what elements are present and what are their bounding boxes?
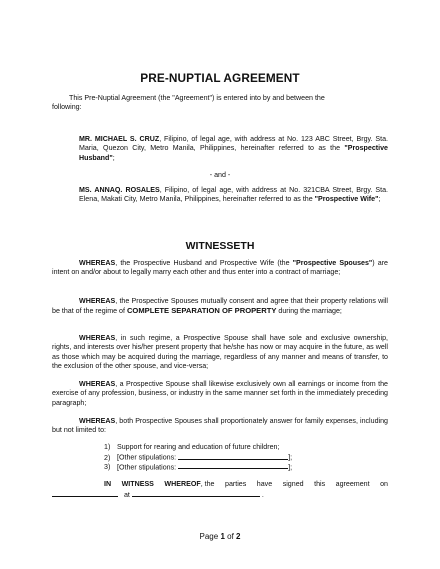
expenses-list: [104, 443, 344, 471]
clause-1-text-a: , the Prospective Husband and Prospective Wife (the: [115, 259, 293, 267]
list-item-number: 1): [104, 443, 111, 451]
page-word: Page: [199, 532, 219, 541]
the-word: , the: [200, 480, 215, 488]
intro-line-1: This Pre-Nuptial Agreement (the "Agreement") is entered into by and between the: [69, 94, 325, 102]
this-word: this: [314, 480, 326, 488]
place-blank-line[interactable]: [132, 489, 260, 497]
period: .: [261, 490, 264, 499]
of-word: of: [227, 532, 234, 541]
intro-paragraph: [52, 94, 388, 113]
stipulation-blank-line[interactable]: [178, 452, 288, 460]
page-number-footer: [0, 532, 440, 541]
clause-2-text-a: , the Prospective Spouses mutually consent and agree that their property relations will be that of the regime of: [52, 297, 388, 316]
whereas-word: WHEREAS: [79, 297, 116, 305]
list-item: [104, 443, 344, 452]
wife-paragraph: [79, 186, 388, 205]
husband-details: , Filipino, of legal age, with address at No. 123 ABC Street, Brgy. Sta. Maria, Quezon City, Metro Manila, Philippines, hereinafter referred to as the: [79, 135, 388, 153]
list-item-text: Support for rearing and education of future children;: [116, 443, 280, 451]
whereas-word: WHEREAS: [79, 417, 116, 425]
whereas-clause-1: [52, 259, 388, 278]
husband-end: ;: [112, 153, 115, 162]
clause-1-term: "Prospective Spouses": [292, 259, 373, 267]
on-word: on: [380, 480, 388, 488]
agreement-word: agreement: [335, 480, 370, 488]
list-item-end: ];: [288, 463, 293, 472]
total-pages-number: 2: [236, 532, 241, 541]
clause-1-text-b: ) are intent on and/or about to legally marry each other and thus enter into a contract of marriage;: [52, 259, 388, 277]
witness-word: WITNESS: [121, 480, 154, 488]
husband-name: MR. MICHAEL S. CRUZ: [79, 135, 160, 143]
husband-paragraph: [79, 135, 388, 163]
whereof-word: WHEREOF: [164, 480, 201, 488]
clause-4-text: , a Prospective Spouse shall likewise exclusively own all earnings or income from the exercise of any profession, business, or industry in the same manner set forth in the immediately preceding paragraph;: [52, 380, 388, 407]
list-item-text: [Other stipulations:: [116, 453, 179, 462]
whereas-word: WHEREAS: [79, 380, 116, 388]
whereas-clause-4: [52, 380, 388, 408]
whereas-word: WHEREAS: [79, 334, 116, 342]
list-item-text: [Other stipulations:: [116, 463, 179, 472]
whereas-clause-3: [52, 334, 388, 371]
list-item-number: 2): [104, 453, 111, 462]
witnesseth-heading: WITNESSETH: [185, 240, 255, 252]
intro-line-2: following:: [52, 103, 82, 112]
document-title: PRE-NUPTIAL AGREEMENT: [140, 71, 300, 85]
have-word: have: [256, 480, 273, 488]
list-item-end: ];: [288, 453, 293, 462]
in-witness-paragraph: [52, 480, 388, 500]
in-witness-line-1: [52, 480, 388, 489]
whereof-group: [164, 480, 214, 489]
wife-details: , Filipino, of legal age, with address at No. 321CBA Street, Brgy. Sta. Elena, Makati City, Metro Manila, Philippines, hereinafter referred to as the: [79, 186, 388, 204]
clause-3-text: , in such regime, a Prospective Spouse shall have sole and exclusive ownership, rights, and interests over his/her present property that he/she has now or may acquire in the future, as well as those which may be acquired during the marriage, regardless of any manner and means of transfer, to the exclusion of the other spouse, and vice-versa;: [52, 334, 388, 370]
clause-2-text-b: during the marriage;: [276, 307, 342, 316]
wife-end: ;: [378, 195, 381, 204]
list-item: [104, 452, 344, 461]
signed-word: signed: [282, 480, 304, 488]
whereas-word: WHEREAS: [79, 259, 116, 267]
whereas-clause-2: [52, 297, 388, 317]
husband-designation: "Prospective Husband": [79, 144, 388, 162]
whereas-clause-5: [52, 417, 388, 436]
in-witness-line-2: [52, 489, 388, 500]
in-word: IN: [104, 480, 112, 488]
current-page-number: 1: [220, 532, 225, 541]
list-item: [104, 462, 344, 471]
and-separator: - and -: [209, 171, 231, 179]
date-blank-line[interactable]: [52, 489, 118, 497]
wife-designation: "Prospective Wife": [314, 195, 379, 204]
at-word: at: [123, 490, 130, 499]
list-item-number: 3): [104, 463, 111, 472]
parties-word: parties: [225, 480, 247, 488]
wife-name: MS. ANNAQ. ROSALES: [79, 186, 160, 194]
clause-5-text: , both Prospective Spouses shall proportionately answer for family expenses, including but not limited to:: [52, 417, 388, 435]
clause-2-regime: COMPLETE SEPARATION OF PROPERTY: [126, 306, 277, 316]
stipulation-blank-line[interactable]: [178, 462, 288, 470]
